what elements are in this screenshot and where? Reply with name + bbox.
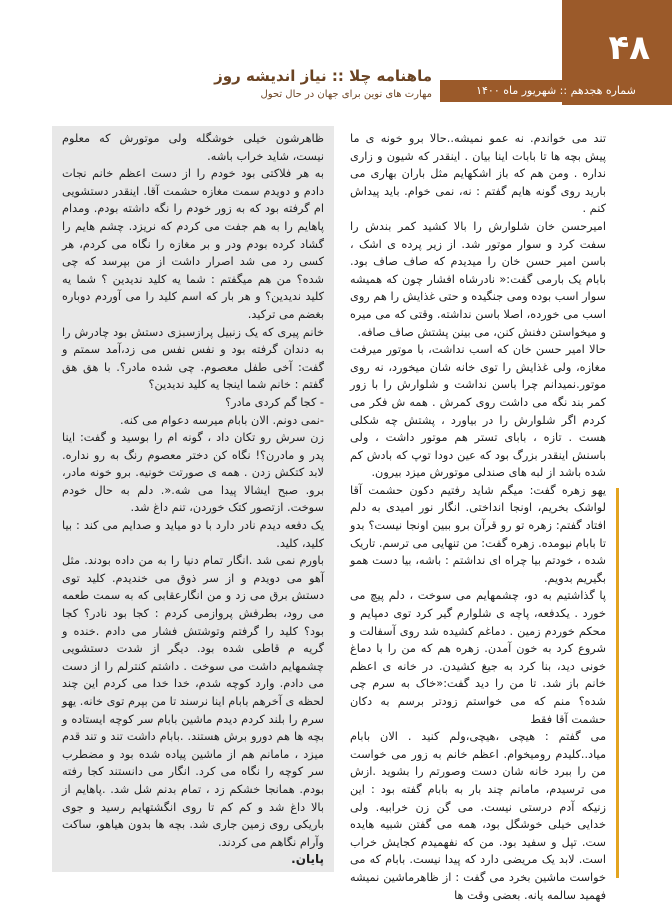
paragraph: باورم نمی شد .انگار تمام دنیا را به من داده بودند. مثل آهو می دویدم و از سر ذوق می خندیدم. کلید توی دستش برق می زد و من انگارعقابی که به سمت طعمه می رود، بطرفش پروازمی کردم : کجا بود نادر؟ کجا بود؟ کلید را گرفتم وتوشتش فشار می دادم .خنده و گریه م قاطی شده بود. دیگر از شدت دستشویی چشمهایم داشت می سوخت . داشتم کنترلم را از دست می دادم. وارد کوچه شدم، خدا خدا می کردم این چند لحظه ی آخرهم بابام اینا نرسند تا من بپرم توی خانه. یهو سرم را بلند کردم دیدم ماشین بابام سر کوچه ایستاده و بچه ها هم دورو برش هستند. .بابام داشت تند و تند قدم میزد ، مامانم هم از ماشین پیاده شده بود و مضطرب سر کوچه را نگاه می کرد. انگار می دانستند کجا رفته بودم. همانجا خشکم زد ، تمام بدنم شل شد. .پاهایم از بالا داغ شد و کم کم تا روی انگشتهایم رسید و جوی باریکی روی زمین جاری شد. بچه ها بدون هیاهو، ساکت وآرام نگاهم می کردند. (62, 554, 324, 849)
magazine-title: ماهنامه چلا :: نیاز اندیشه روز (214, 67, 432, 85)
paragraph: تند می خواندم. نه عمو نمیشه..حالا برو خونه ی ما پیش بچه ها تا بابات اینا بیان . اینقدر که شیون و زاری نداره . ومن هم که باز اشکهایم مثل باران بهاری می بارید روی گونه هایم گفتم : نه، نمی خوام. باید پیداش کنم . (350, 132, 606, 216)
magazine-subtitle: مهارت های نوین برای جهان در حال تحول (260, 89, 432, 100)
paragraph: امیرحسن خان شلوارش را بالا کشید کمر بندش را سفت کرد و سوار موتور شد. از زیر پرده ی اشک ، باسن امیر حسن خان را میدیدم که صاف صاف بود. بابام یک بارمی گفت:« نادرشاه افشار چون که همیشه سوار اسب بوده ومی جنگیده و حتی غذایش را هم روی اسب می خورده، اصلا باسن نداشته. وقتی که می میره و میخواستن دفنش کنن، می بینن پشتش صاف صافه. (350, 219, 606, 339)
paragraph: یک دفعه دیدم نادر دارد با دو میاید و صدایم می کند : بیا کلید، کلید. (62, 519, 324, 550)
paragraph: به هر فلاکتی بود خودم را از دست اعظم خانم نجات دادم و دویدم سمت مغازه حشمت آقا. اینقدر دستشویی ام گرفته بود که به زور خودم را نگه داشته بودم. ومدام پاهایم را به هم جفت می کردم که نریزد. چشم هایم را گشاد کرده بودم ودر و بر مغازه را نگاه می کردم، هر کسی رد می شد اصرار داشت از من بپرسد که چی شده؟ من هم میگفتم : شما یه کلید ندیدین ؟ شما یه کلید ندیدین؟ و هر بار که اسم کلید را می آوردم دوباره بغضم می ترکید. (62, 167, 324, 321)
paragraph: یهو زهره گفت: میگم شاید رفتیم دکون حشمت آقا لواشک بخریم، اونجا انداختی. انگار نور امیدی به دلم افتاد گفتم: زهره تو رو قرآن برو ببین اونجا نیست؟ بدو تا بابام نیومده. زهره گفت: من تنهایی می ترسم. تاریک شده ، خودتم بیا چراه ای نداشتم : باشه، بیا دست همو بگیریم بدویم. (350, 483, 606, 585)
article-left-column (52, 126, 334, 872)
end-marker: پایان. (291, 852, 324, 867)
paragraph: -نمی دونم. الان بابام میرسه دعوام می کنه. (120, 413, 324, 427)
paragraph: پا گذاشتیم به دو، چشمهایم می سوخت ، دلم پیچ می خورد . یکدفعه، پاچه ی شلوارم گیر کرد توی دمپایم و محکم خوردم زمین . دماغم کشیده شد روی آسفالت و شروع کرد به خون آمدن. زهره هم که من را با دماغ خونی دید، بنا کرد به جیغ کشیدن. در خانه ی اعظم خانم باز شد. تا من را دید گفت:«خاک به سرم چی شده؟ منم که می خواستم زودتر برسم به دکان حشمت آقا فقط (350, 589, 606, 726)
issue-date-line: شماره هجدهم :: شهریور ماه ۱۴۰۰ (440, 80, 672, 102)
paragraph: - کجا گم کردی مادر؟ (225, 395, 324, 409)
page-number: ۴۸ (608, 28, 650, 68)
paragraph: حالا امیر حسن خان که اسب نداشت، با موتور میرفت مغازه، ولی غذایش را توی خانه شان میخورد، نه روی موتور.نمیدانم چرا باسن نداشت و شلوارش را با زور کمر بند نگه می داشت روی کمرش . همه ش فکر می کردم اگر شلوارش را در بیاورد ، پشتش چه شکلی هست . تازه ، بابای تستر هم موتور داشت ، ولی باسنش اینقدر بزرگ بود که عین دودا توپ که بادش کم شده باشد از لبه های صندلی موتورش میزد بیرون. (350, 343, 606, 480)
paragraph: زن سرش رو تکان داد ، گونه ام را بوسید و گفت: اینا پدر و مادرن؟! نگاه کن دختر معصوم رنگ به رو نداره. لابد کتکش زدن . همه ی صورتت خونیه. برو خونه مادر، برو. صبح ایشالا پیدا می شه.«. دلم به حال خودم سوخت. ازتصور کتک خوردن، تنم داغ شد. (62, 431, 324, 515)
paragraph: می گفتم : هیچی ،هیچی،ولم کنید . الان بابام میاد..کلیدم رومیخوام. اعظم خانم به زور می خواست من را ببرد خانه شان دست وصورتم را بشوید .ازش می ترسیدم، مامانم چند بار به بابام گفته بود : این زنیکه آدم درستی نیست. می گن زن خرابیه. ولی خدایی خیلی خوشگل بود، همه می گفتن شبیه هایده ست. تپل و سفید بود. من که نفهمیدم کجایش خراب است. لابد یک مریضی دارد که پیدا نیست. بابام که می خواست ماشین بخرد می گفت : از ظاهرماشین نمیشه فهمید سالمه یانه. بعضی وقت ها (350, 730, 606, 902)
paragraph: ظاهرشون خیلی خوشگله ولی موتورش که معلوم نیست، شاید خراب باشه. (62, 132, 324, 163)
article-right-column (340, 126, 616, 902)
paragraph: خانم پیری که یک زنبیل پرازسبزی دستش بود چادرش را به دندان گرفته بود و نفس نفس می زد،آمد سمتم و گفت: آخی طفل معصوم. چی شده مادر؟. با هق هق گفتم : خانم شما اینجا یه کلید ندیدین؟ (62, 325, 324, 392)
accent-bar (616, 488, 619, 878)
